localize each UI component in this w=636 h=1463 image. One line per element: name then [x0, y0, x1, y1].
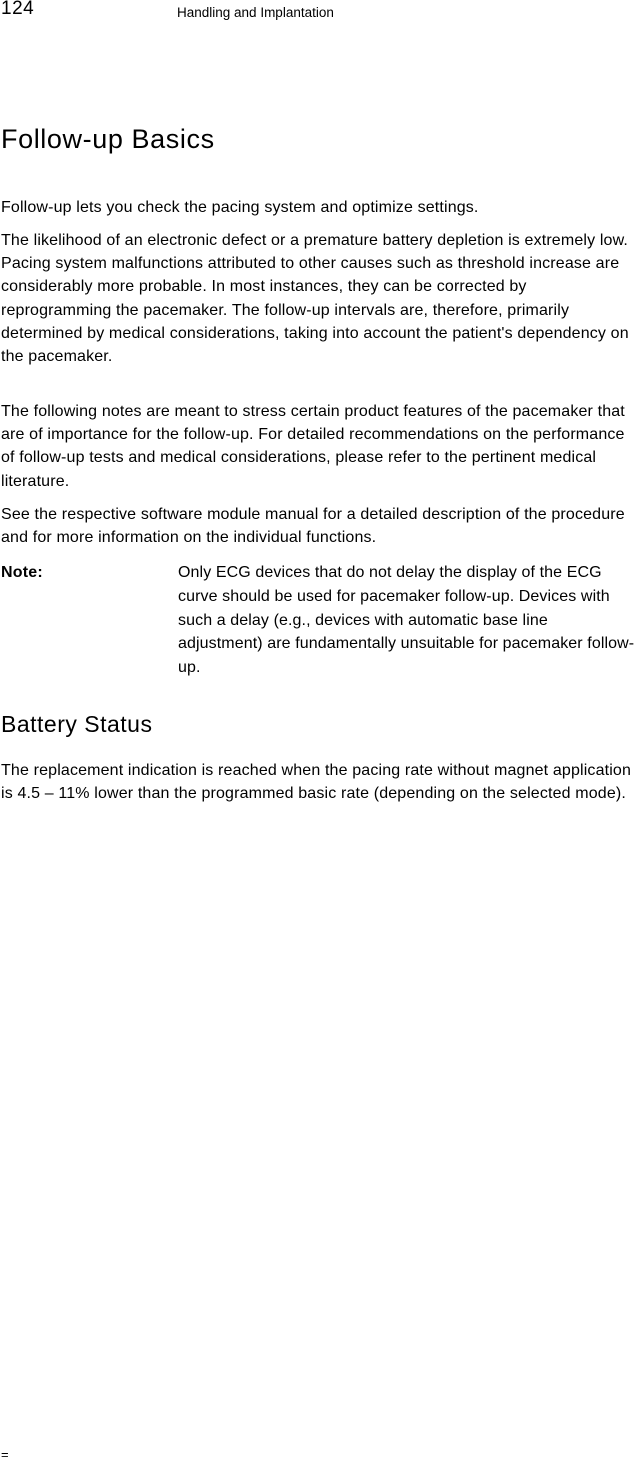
intro-paragraph: Follow-up lets you check the pacing system and optimize settings.	[1, 199, 479, 216]
battery-status-paragraph: The replacement indication is reached when the pacing rate without magnet application is 4.5 – 11% lower than the programmed basic rate (depending on the selected mode).	[1, 762, 632, 803]
likelihood-paragraph: The likelihood of an electronic defect or a premature battery depletion is extremely low. Pacing system malfunctions attributed to other causes such as threshold increase are considerably more probable. In most instances, they can be corrected by reprogramming the pacemaker. The follow-up intervals are, therefore, primarily determined by medical considerations, taking into account the patient's dependency on the pacemaker.	[1, 232, 629, 366]
section-title: Follow-up Basics	[1, 124, 215, 154]
subsection-title: Battery Status	[1, 711, 153, 737]
page-number: 124	[1, 0, 35, 19]
software-manual-paragraph: See the respective software module manual for a detailed description of the procedure and for more information on the individual functions.	[1, 506, 625, 547]
page-header	[0, 0, 636, 24]
running-head: Handling and Implantation	[177, 5, 334, 20]
note-text: Only ECG devices that do not delay the display of the ECG curve should be used for pacemaker follow-up. Devices with such a delay (e.g., devices with automatic base line adjustment) are fundamentally unsuitable for pacemaker follow-up.	[178, 564, 635, 677]
note-label: Note:	[1, 564, 43, 581]
footer-mark: =	[1, 1447, 9, 1462]
notes-paragraph: The following notes are meant to stress certain product features of the pacemaker that are of importance for the follow-up. For detailed recommendations on the performance of follow-up tests and medical considerations, please refer to the pertinent medical literature.	[1, 403, 625, 490]
